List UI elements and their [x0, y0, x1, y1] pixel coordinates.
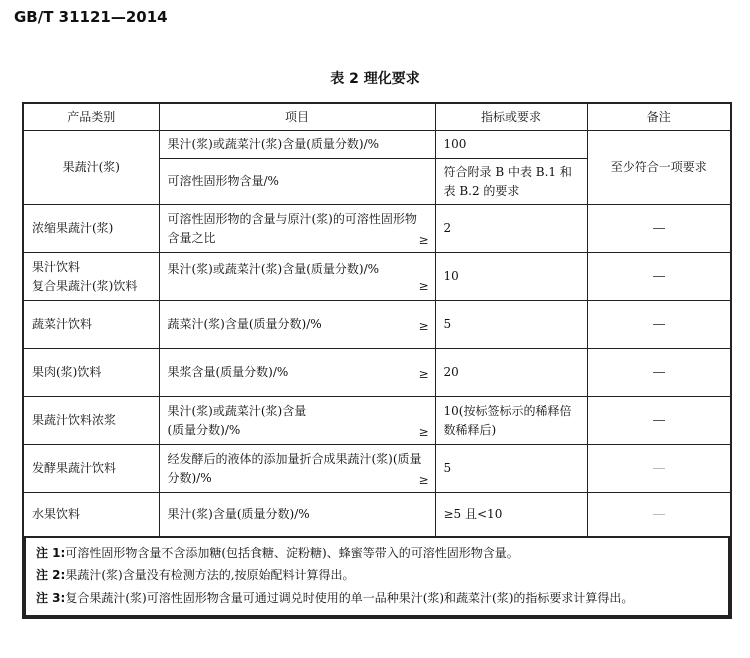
ge-symbol: ≥	[418, 279, 429, 294]
remark-cell	[587, 397, 731, 445]
value-cell: 符合附录 B 中表 B.1 和表 B.2 的要求	[435, 159, 587, 205]
category-cell: 果汁饮料 复合果蔬汁(浆)饮料	[23, 253, 159, 301]
value-cell: 100	[435, 131, 587, 159]
notes-row	[23, 537, 731, 618]
note-label: 注 3:	[36, 590, 66, 605]
remark-cell	[587, 493, 731, 537]
note-text: 可溶性固形物含量不含添加糖(包括食糖、淀粉糖)、蜂蜜等带入的可溶性固形物含量。	[65, 546, 519, 561]
item-cell	[159, 349, 435, 397]
value-cell: 10(按标签标示的稀释倍数稀释后)	[435, 397, 587, 445]
dash-mark	[653, 228, 665, 229]
ge-symbol: ≥	[418, 319, 429, 334]
dash-mark	[653, 372, 665, 373]
table-row	[23, 301, 731, 349]
note-1	[36, 542, 718, 564]
category-cell: 发酵果蔬汁饮料	[23, 445, 159, 493]
dash-mark	[653, 276, 665, 277]
remark-cell	[587, 445, 731, 493]
item-cell: 果汁(浆)含量(质量分数)/%	[159, 493, 435, 537]
note-3	[36, 587, 718, 609]
table-header-row	[23, 103, 731, 131]
dash-mark	[653, 420, 665, 421]
category-cell: 果蔬汁饮料浓浆	[23, 397, 159, 445]
item-cell	[159, 397, 435, 445]
notes-box	[24, 537, 730, 617]
value-cell: 5	[435, 301, 587, 349]
item-text: 果汁(浆)或蔬菜汁(浆)含量(质量分数)/%	[167, 261, 380, 276]
col-header-item: 项目	[159, 103, 435, 131]
table-row	[23, 493, 731, 537]
table-row	[23, 131, 731, 159]
item-text: 蔬菜汁(浆)含量(质量分数)/%	[167, 317, 322, 332]
note-label: 注 1:	[36, 546, 66, 561]
note-text: 复合果蔬汁(浆)可溶性固形物含量可通过调兑时使用的单一品种果汁(浆)和蔬菜汁(浆)的指标要求计算得出。	[65, 590, 634, 605]
item-text: 经发酵后的液体的添加量折合成果蔬汁(浆)(质量分数)/%	[167, 452, 422, 485]
requirements-table	[22, 102, 732, 619]
ge-symbol: ≥	[418, 472, 429, 487]
standard-code: GB/T 31121—2014	[14, 8, 168, 26]
remark-cell	[587, 253, 731, 301]
item-text: 果汁(浆)或蔬菜汁(浆)含量 (质量分数)/%	[167, 404, 307, 437]
remark-cell	[587, 205, 731, 253]
category-cell: 果蔬汁(浆)	[23, 131, 159, 205]
col-header-value: 指标或要求	[435, 103, 587, 131]
note-2	[36, 564, 718, 586]
category-cell: 水果饮料	[23, 493, 159, 537]
ge-symbol: ≥	[418, 367, 429, 382]
value-cell: 20	[435, 349, 587, 397]
table-row	[23, 205, 731, 253]
item-cell: 果汁(浆)或蔬菜汁(浆)含量(质量分数)/%	[159, 131, 435, 159]
item-cell	[159, 445, 435, 493]
table-title: 表 2 理化要求	[330, 71, 420, 87]
table-row	[23, 445, 731, 493]
item-text: 可溶性固形物的含量与原汁(浆)的可溶性固形物含量之比	[167, 212, 417, 245]
value-cell: 10	[435, 253, 587, 301]
note-text: 果蔬汁(浆)含量没有检测方法的,按原始配料计算得出。	[65, 568, 355, 583]
dash-mark	[653, 468, 665, 469]
table-row	[23, 397, 731, 445]
dash-mark	[653, 324, 665, 325]
col-header-category: 产品类别	[23, 103, 159, 131]
ge-symbol: ≥	[418, 232, 429, 247]
item-text: 果浆含量(质量分数)/%	[167, 365, 289, 380]
col-header-remark: 备注	[587, 103, 731, 131]
note-label: 注 2:	[36, 568, 66, 583]
category-cell: 蔬菜汁饮料	[23, 301, 159, 349]
value-cell: ≥5 且<10	[435, 493, 587, 537]
remark-cell: 至少符合一项要求	[587, 131, 731, 205]
value-cell: 2	[435, 205, 587, 253]
remark-cell	[587, 301, 731, 349]
item-cell	[159, 253, 435, 301]
table-row	[23, 253, 731, 301]
remark-cell	[587, 349, 731, 397]
item-cell: 可溶性固形物含量/%	[159, 159, 435, 205]
table-row	[23, 349, 731, 397]
value-cell: 5	[435, 445, 587, 493]
item-cell	[159, 205, 435, 253]
ge-symbol: ≥	[418, 424, 429, 439]
category-cell: 果肉(浆)饮料	[23, 349, 159, 397]
dash-mark	[653, 514, 665, 515]
item-cell	[159, 301, 435, 349]
category-cell: 浓缩果蔬汁(浆)	[23, 205, 159, 253]
